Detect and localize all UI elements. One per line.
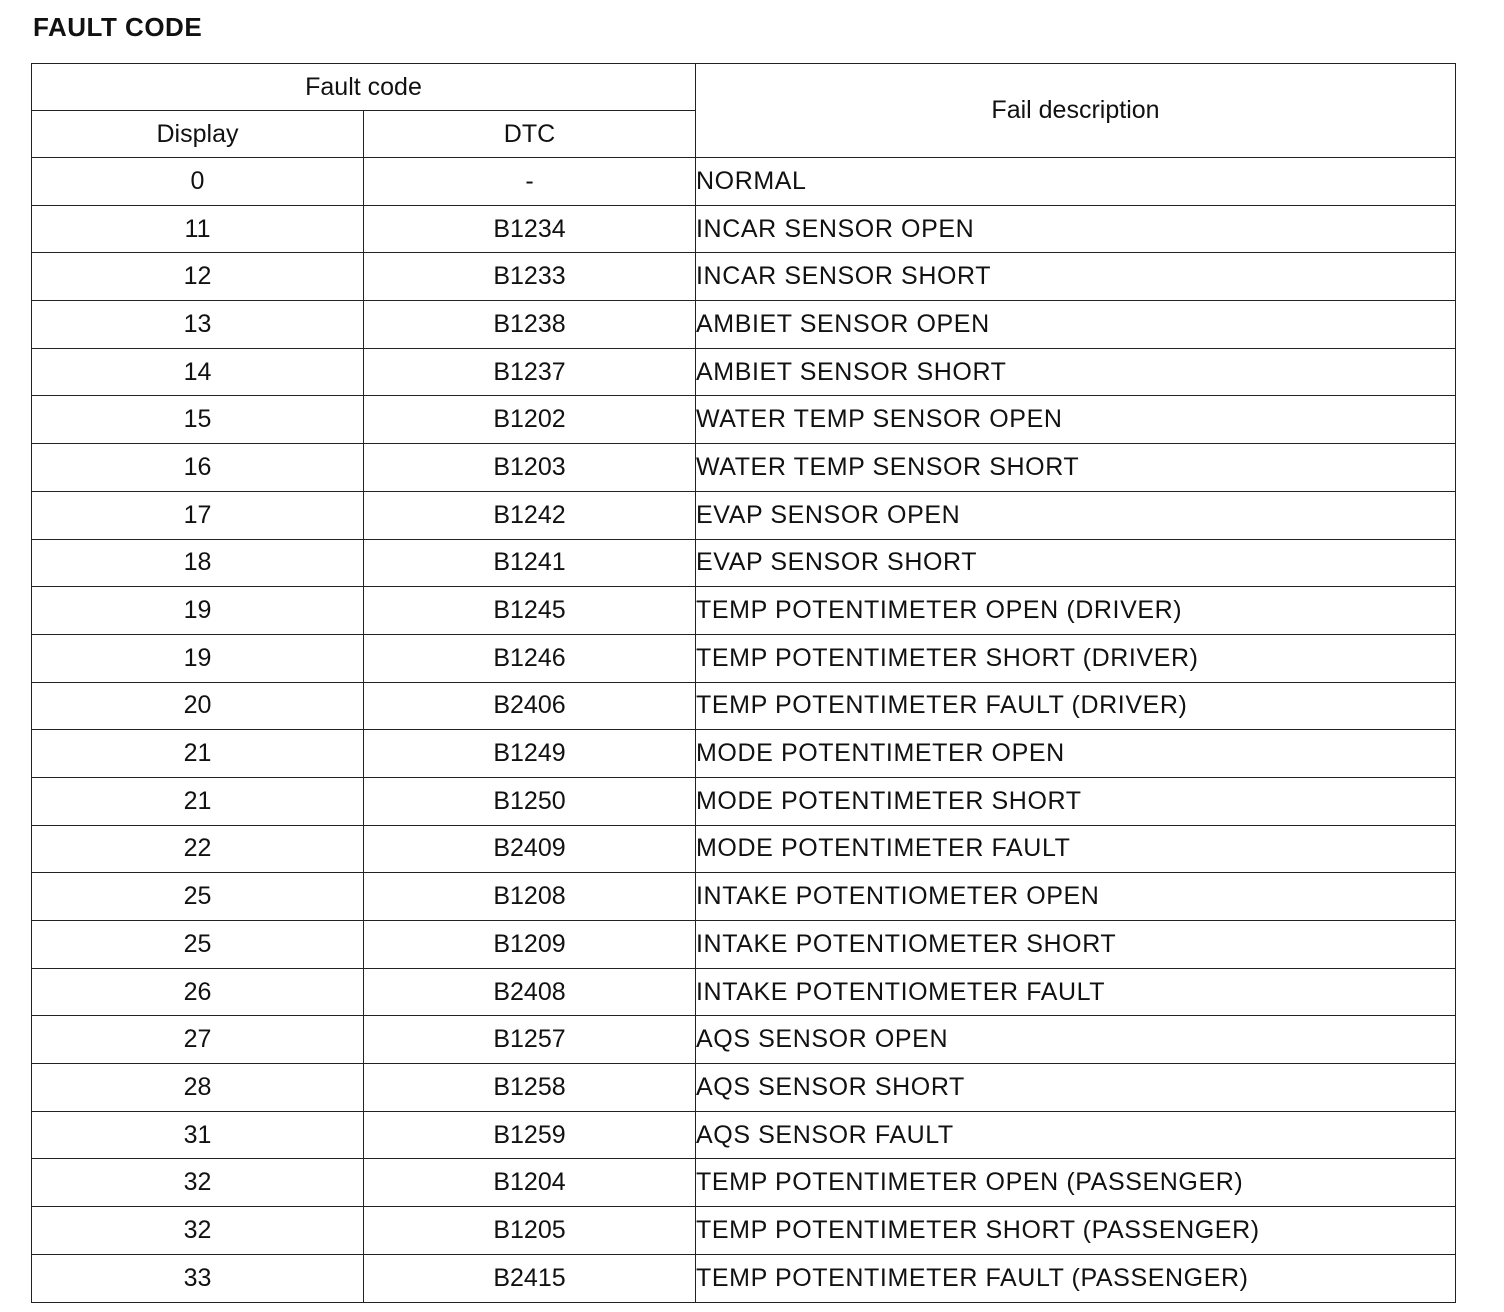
table-row — [32, 777, 1456, 825]
fail-description-cell: TEMP POTENTIMETER FAULT (PASSENGER) — [696, 1254, 1456, 1302]
display-code-cell: 25 — [32, 921, 364, 969]
fail-description-cell: TEMP POTENTIMETER OPEN (DRIVER) — [696, 587, 1456, 635]
display-code-cell: 22 — [32, 825, 364, 873]
display-code-cell: 16 — [32, 444, 364, 492]
dtc-code-cell: B2415 — [364, 1254, 696, 1302]
table-row — [32, 1016, 1456, 1064]
display-code-cell: 13 — [32, 301, 364, 349]
dtc-column-header: DTC — [364, 111, 696, 158]
fail-description-cell: MODE POTENTIMETER FAULT — [696, 825, 1456, 873]
fail-description-header: Fail description — [696, 64, 1456, 158]
display-code-cell: 25 — [32, 873, 364, 921]
display-code-cell: 19 — [32, 587, 364, 635]
display-code-cell: 15 — [32, 396, 364, 444]
display-code-cell: 18 — [32, 539, 364, 587]
dtc-code-cell: B1234 — [364, 205, 696, 253]
table-row — [32, 1207, 1456, 1255]
fail-description-cell: EVAP SENSOR SHORT — [696, 539, 1456, 587]
fail-description-cell: INCAR SENSOR SHORT — [696, 253, 1456, 301]
display-code-cell: 12 — [32, 253, 364, 301]
fail-description-cell: WATER TEMP SENSOR OPEN — [696, 396, 1456, 444]
fail-description-cell: AMBIET SENSOR OPEN — [696, 301, 1456, 349]
dtc-code-cell: B1233 — [364, 253, 696, 301]
table-row — [32, 921, 1456, 969]
display-code-cell: 27 — [32, 1016, 364, 1064]
display-code-cell: 28 — [32, 1064, 364, 1112]
fail-description-cell: NORMAL — [696, 158, 1456, 206]
display-code-cell: 33 — [32, 1254, 364, 1302]
table-row — [32, 1064, 1456, 1112]
fail-description-cell: TEMP POTENTIMETER OPEN (PASSENGER) — [696, 1159, 1456, 1207]
display-code-cell: 14 — [32, 348, 364, 396]
table-row — [32, 587, 1456, 635]
table-row — [32, 539, 1456, 587]
table-row — [32, 491, 1456, 539]
display-code-cell: 20 — [32, 682, 364, 730]
fail-description-cell: AMBIET SENSOR SHORT — [696, 348, 1456, 396]
display-code-cell: 0 — [32, 158, 364, 206]
fail-description-cell: AQS SENSOR OPEN — [696, 1016, 1456, 1064]
table-row — [32, 1159, 1456, 1207]
fail-description-cell: INTAKE POTENTIOMETER FAULT — [696, 968, 1456, 1016]
table-row — [32, 1254, 1456, 1302]
display-code-cell: 11 — [32, 205, 364, 253]
display-code-cell: 17 — [32, 491, 364, 539]
table-body — [32, 158, 1456, 1303]
display-code-cell: 26 — [32, 968, 364, 1016]
dtc-code-cell: B1245 — [364, 587, 696, 635]
page-title: FAULT CODE — [33, 12, 203, 42]
dtc-code-cell: B1249 — [364, 730, 696, 778]
fail-description-cell: TEMP POTENTIMETER FAULT (DRIVER) — [696, 682, 1456, 730]
dtc-code-cell: B2409 — [364, 825, 696, 873]
fail-description-cell: WATER TEMP SENSOR SHORT — [696, 444, 1456, 492]
table-row — [32, 444, 1456, 492]
dtc-code-cell: B1258 — [364, 1064, 696, 1112]
dtc-code-cell: B1205 — [364, 1207, 696, 1255]
fail-description-cell: TEMP POTENTIMETER SHORT (DRIVER) — [696, 634, 1456, 682]
fail-description-cell: INTAKE POTENTIOMETER SHORT — [696, 921, 1456, 969]
fail-description-cell: INTAKE POTENTIOMETER OPEN — [696, 873, 1456, 921]
table-row — [32, 730, 1456, 778]
fail-description-cell: EVAP SENSOR OPEN — [696, 491, 1456, 539]
table-row — [32, 348, 1456, 396]
dtc-code-cell: B1241 — [364, 539, 696, 587]
dtc-code-cell: B1242 — [364, 491, 696, 539]
display-code-cell: 19 — [32, 634, 364, 682]
dtc-code-cell: B2406 — [364, 682, 696, 730]
fail-description-cell: TEMP POTENTIMETER SHORT (PASSENGER) — [696, 1207, 1456, 1255]
table-row — [32, 1111, 1456, 1159]
table-row — [32, 158, 1456, 206]
table-row — [32, 682, 1456, 730]
table-row — [32, 634, 1456, 682]
display-code-cell: 21 — [32, 777, 364, 825]
fail-description-cell: AQS SENSOR SHORT — [696, 1064, 1456, 1112]
display-code-cell: 32 — [32, 1207, 364, 1255]
display-code-cell: 21 — [32, 730, 364, 778]
dtc-code-cell: B1209 — [364, 921, 696, 969]
dtc-code-cell: B1250 — [364, 777, 696, 825]
dtc-code-cell: B1259 — [364, 1111, 696, 1159]
dtc-code-cell: B1238 — [364, 301, 696, 349]
dtc-code-cell: B1204 — [364, 1159, 696, 1207]
table-row — [32, 301, 1456, 349]
dtc-code-cell: B1237 — [364, 348, 696, 396]
table-row — [32, 825, 1456, 873]
dtc-code-cell: B2408 — [364, 968, 696, 1016]
fault-code-table — [31, 63, 1456, 1303]
fail-description-cell: MODE POTENTIMETER OPEN — [696, 730, 1456, 778]
display-code-cell: 31 — [32, 1111, 364, 1159]
fault-code-group-header: Fault code — [32, 64, 696, 111]
dtc-code-cell: B1203 — [364, 444, 696, 492]
table-row — [32, 205, 1456, 253]
display-code-cell: 32 — [32, 1159, 364, 1207]
table-row — [32, 396, 1456, 444]
dtc-code-cell: - — [364, 158, 696, 206]
header-row-group — [32, 64, 1456, 111]
fail-description-cell: AQS SENSOR FAULT — [696, 1111, 1456, 1159]
dtc-code-cell: B1257 — [364, 1016, 696, 1064]
table-header — [32, 64, 1456, 158]
dtc-code-cell: B1208 — [364, 873, 696, 921]
table-row — [32, 253, 1456, 301]
dtc-code-cell: B1246 — [364, 634, 696, 682]
dtc-code-cell: B1202 — [364, 396, 696, 444]
fail-description-cell: MODE POTENTIMETER SHORT — [696, 777, 1456, 825]
display-column-header: Display — [32, 111, 364, 158]
table-row — [32, 968, 1456, 1016]
table-row — [32, 873, 1456, 921]
fail-description-cell: INCAR SENSOR OPEN — [696, 205, 1456, 253]
